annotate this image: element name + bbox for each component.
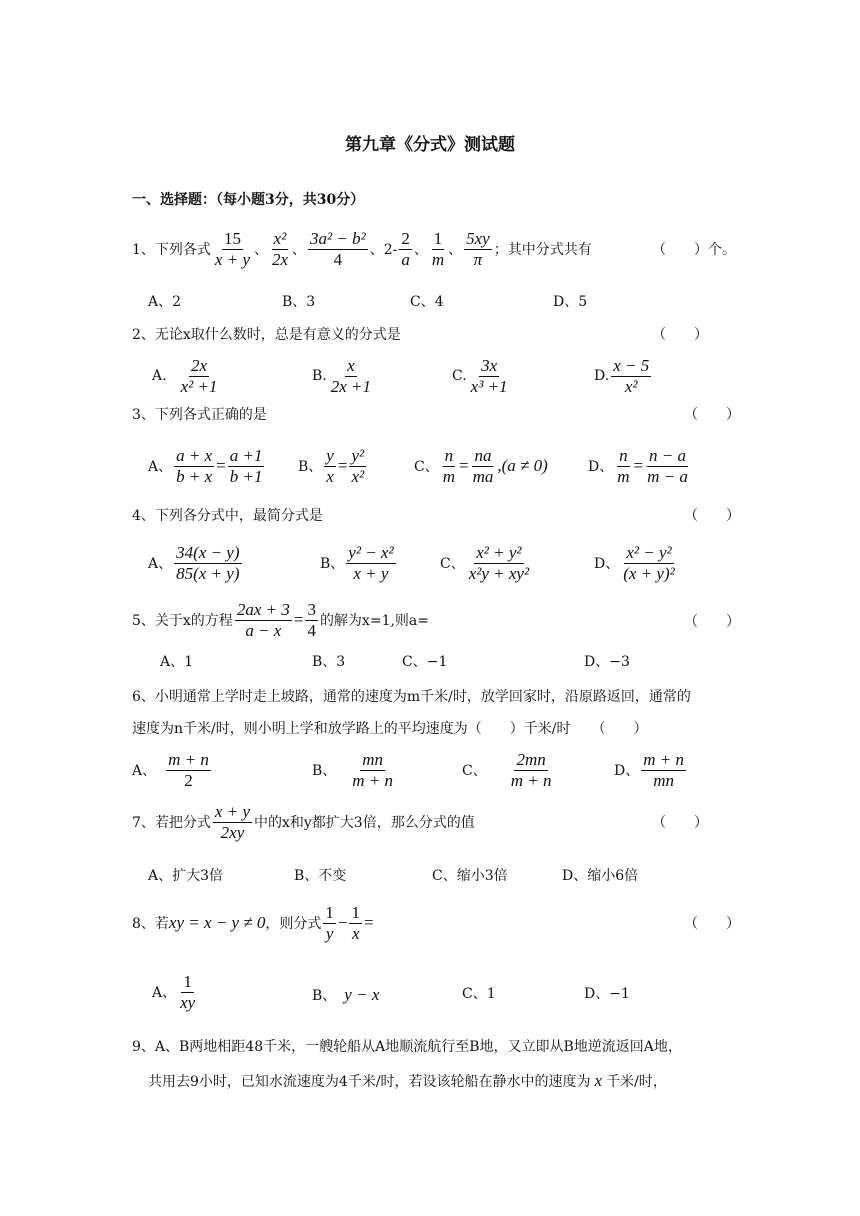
- q2-option-b: B. $\frac{x}{2x +1}$: [312, 356, 372, 396]
- q6-stem-line1: 6、小明通常上学时走上坡路，通常的速度为m千米/时，放学回家时，沿原路返回，通常的: [132, 689, 691, 705]
- q1-option-c: C、4: [410, 294, 444, 310]
- q6-option-a: A、 $\frac{m + n}{2}$: [132, 750, 209, 790]
- q2-answer-blank: （ ）: [652, 327, 708, 343]
- q7-option-a: A、扩大3倍: [148, 868, 224, 884]
- q1-fraction-5: $\frac{1}{m}$: [431, 229, 445, 269]
- q3-stem: 3、下列各式正确的是: [132, 407, 267, 423]
- q8-option-d: D、−1: [584, 986, 630, 1002]
- question-7: 7、若把分式 $\frac{x + y}{2xy}$ 中的x和y都扩大3倍，那么分式的值: [132, 802, 475, 842]
- q1-answer-blank: （ ）个。: [652, 242, 736, 258]
- question-8: 8、若 xy = x − y ≠ 0 ，则分式 $\frac{1}{y}$ − $\frac{1}{x}$ =: [132, 903, 374, 943]
- q1-option-b: B、3: [282, 294, 316, 310]
- q1-option-d: D、5: [553, 294, 588, 310]
- q7-option-b: B、不变: [294, 868, 347, 884]
- q3-option-b: B、 $\frac{y}{x}$ = $\frac{\text{y²}}{\text{x²}}$: [298, 446, 365, 486]
- q4-answer-blank: （ ）: [684, 508, 740, 524]
- q4-option-d: D、 $\frac{\text{x² − y²}}{\text{(x + y)²}}$: [594, 543, 675, 583]
- q8-option-a: A、 $\frac{1}{xy}$: [152, 972, 196, 1012]
- q3-option-a: A、 $\frac{a + x}{b + x}$ = $\frac{a +1}{b +1}$: [148, 446, 263, 486]
- q2-option-a: A. $\frac{2x}{\text{x² +1}}$: [152, 356, 218, 396]
- q2-option-c: C. $\frac{3x}{\text{x³ +1}}$: [452, 356, 508, 396]
- q5-option-d: D、−3: [584, 654, 630, 670]
- q1-fraction-3: $\frac{\text{3a² − b²}}{4}$: [310, 229, 366, 269]
- q3-answer-blank: （ ）: [684, 407, 740, 423]
- q4-stem: 4、下列各分式中，最简分式是: [132, 508, 323, 524]
- q2-option-d: D. $\frac{x - 5}{\text{x²}}$: [594, 356, 650, 396]
- q4-option-a: A、 $\frac{34(x - y)}{85(x + y)}$: [148, 543, 240, 583]
- q2-stem: 2、无论x取什么数时，总是有意义的分式是: [132, 327, 401, 343]
- q1-fraction-4: $\frac{2}{a}$: [401, 229, 410, 269]
- q9-stem-line1: 9、A、B两地相距48千米，一艘轮船从A地顺流航行至B地，又立即从B地逆流返回A地，: [132, 1039, 682, 1055]
- q7-option-c: C、缩小3倍: [432, 868, 508, 884]
- q4-option-c: C、 $\frac{\text{x² + y²}}{\text{x²y + xy²}}$: [440, 543, 530, 583]
- q1-stem: 1、下列各式: [132, 242, 211, 259]
- q1-option-a: A、2: [148, 294, 182, 310]
- q6-option-b: B、 $\frac{mn}{m + n}$: [312, 750, 394, 790]
- q7-answer-blank: （ ）: [652, 815, 708, 831]
- q8-answer-blank: （ ）: [684, 916, 740, 932]
- q8-condition: xy = x − y ≠ 0: [168, 913, 266, 933]
- q6-option-c: C、 $\frac{2mn}{m + n}$: [462, 750, 552, 790]
- q4-option-b: B、 $\frac{\text{y² − x²}}{x + y}$: [320, 543, 394, 583]
- q1-fraction-2: $\frac{\text{x²}}{2x}$: [271, 229, 289, 269]
- q5-option-a: A、1: [160, 654, 194, 670]
- q1-fraction-1: $\frac{15}{x + y}$: [214, 229, 250, 269]
- q8-option-b: B、 y − x: [312, 985, 380, 1004]
- q9-stem-line2: 共用去9小时，已知水流速度为4千米/时，若设该轮船在静水中的速度为 x 千米/时，: [148, 1071, 667, 1090]
- q5-answer-blank: （ ）: [684, 614, 740, 630]
- question-5: 5、关于x的方程 $\frac{2ax + 3}{a - x}$ = $\frac{3}{4}$ 的解为x=1,则a=: [132, 600, 429, 640]
- q1-fraction-6: $\frac{5xy}{\pi}$: [466, 229, 490, 269]
- q8-option-c: C、1: [462, 986, 496, 1002]
- q3-option-c: C、 $\frac{n}{m}$ = $\frac{na}{ma}$ ,(a ≠ 0): [414, 446, 548, 486]
- page-title: 第九章《分式》测试题: [345, 135, 515, 155]
- q6-option-d: D、 $\frac{m + n}{mn}$: [614, 750, 684, 790]
- q5-option-b: B、3: [312, 654, 346, 670]
- q6-stem-line2: 速度为n千米/时，则小明上学和放学路上的平均速度为（ ）千米/时 （ ）: [132, 721, 648, 737]
- q7-option-d: D、缩小6倍: [562, 868, 639, 884]
- q3-option-d: D、 $\frac{n}{m}$ = $\frac{n - a}{m - a}$: [588, 446, 688, 486]
- q5-option-c: C、−1: [402, 654, 448, 670]
- question-1: 1、下列各式 $\frac{15}{x + y}$ 、 $\frac{\text{x²}}{2x}$ 、 $\frac{\text{3a² − b²}}{4}$ 、2- $\frac{2}{a}$ 、 $\frac{1}{m}$ 、 $\frac{5xy}{\pi}$ ；其中分式共有: [132, 229, 592, 269]
- section-heading: 一、选择题：（每小题3分，共30分）: [132, 192, 365, 208]
